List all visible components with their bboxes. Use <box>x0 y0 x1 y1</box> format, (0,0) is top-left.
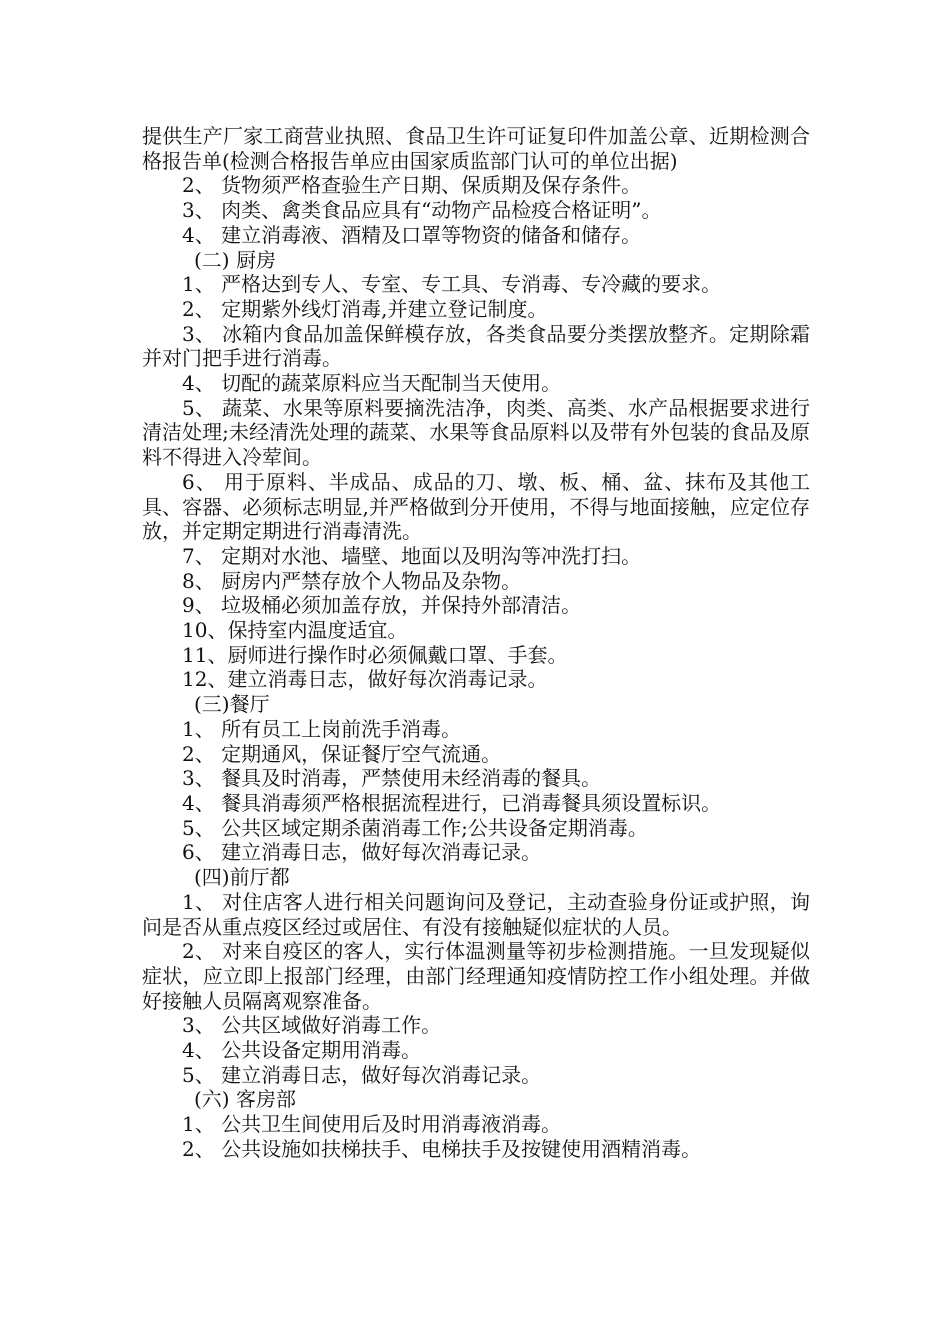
list-item: 2、 公共设施如扶梯扶手、电梯扶手及按键使用酒精消毒。 <box>182 1136 702 1161</box>
list-item: 3、 餐具及时消毒，严禁使用未经消毒的餐具。 <box>182 766 602 791</box>
section-heading-restaurant: (三)餐厅 <box>194 692 270 717</box>
list-item: 4、 切配的蔬菜原料应当天配制当天使用。 <box>182 371 562 396</box>
list-item: 2、 货物须严格查验生产日期、保质期及保存条件。 <box>182 173 642 198</box>
list-item: 3、 公共区域做好消毒工作。 <box>182 1013 442 1038</box>
list-item: 9、 垃圾桶必须加盖存放，并保持外部清洁。 <box>182 593 582 618</box>
section-heading-front-desk: (四)前厅都 <box>194 865 290 890</box>
list-item: 5、 公共区域定期杀菌消毒工作;公共设备定期消毒。 <box>182 815 648 840</box>
document-page <box>142 124 810 1162</box>
list-item: 12、建立消毒日志，做好每次消毒记录。 <box>182 667 548 692</box>
list-item: 2、 定期紫外线灯消毒,并建立登记制度。 <box>182 296 548 321</box>
list-item: 3、 肉类、禽类食品应具有“动物产品检疫合格证明”。 <box>182 198 662 223</box>
lead-paragraph: 提供生产厂家工商营业执照、食品卫生许可证复印件加盖公章、近期检测合格报告单(检测合格报告单应由国家质监部门认可的单位出据) <box>142 124 810 173</box>
list-item: 2、 对来自疫区的客人，实行体温测量等初步检测措施。一旦发现疑似症状，应立即上报部门经理，由部门经理通知疫情防控工作小组处理。并做好接触人员隔离观察准备。 <box>142 939 810 1013</box>
section-heading-kitchen: (二) 厨房 <box>194 247 276 272</box>
list-item: 5、 建立消毒日志，做好每次消毒记录。 <box>182 1062 542 1087</box>
section-heading-housekeeping: (六) 客房部 <box>194 1087 296 1112</box>
list-item: 4、 建立消毒液、酒精及口罩等物资的储备和储存。 <box>182 222 642 247</box>
list-item: 8、 厨房内严禁存放个人物品及杂物。 <box>182 568 522 593</box>
list-item: 1、 所有员工上岗前洗手消毒。 <box>182 716 462 741</box>
list-item: 1、 严格达到专人、专室、专工具、专消毒、专冷藏的要求。 <box>182 272 722 297</box>
list-item: 6、 用于原料、半成品、成品的刀、墩、板、桶、盆、抹布及其他工具、容器、必须标志明显,并严格做到分开使用，不得与地面接触，应定位存放，并定期定期进行消毒清洗。 <box>142 469 810 544</box>
list-item: 10、保持室内温度适宜。 <box>182 618 408 643</box>
list-item: 11、厨师进行操作时必须佩戴口罩、手套。 <box>182 642 568 667</box>
list-item: 2、 定期通风，保证餐厅空气流通。 <box>182 741 502 766</box>
list-item: 1、 公共卫生间使用后及时用消毒液消毒。 <box>182 1112 562 1137</box>
list-item: 3、 冰箱内食品加盖保鲜模存放，各类食品要分类摆放整齐。定期除霜并对门把手进行消毒。 <box>142 321 810 371</box>
list-item: 4、 公共设备定期用消毒。 <box>182 1038 422 1063</box>
list-item: 4、 餐具消毒须严格根据流程进行，已消毒餐具须设置标识。 <box>182 790 722 815</box>
list-item: 1、 对住店客人进行相关问题询问及登记，主动查验身份证或护照，询问是否从重点疫区经过或居住、有没有接触疑似症状的人员。 <box>142 889 810 939</box>
list-item: 7、 定期对水池、墙壁、地面以及明沟等冲洗打扫。 <box>182 543 642 568</box>
list-item: 6、 建立消毒日志，做好每次消毒记录。 <box>182 840 542 865</box>
list-item: 5、 蔬菜、水果等原料要摘洗洁净，肉类、高类、水产品根据要求进行清洁处理;未经清洗处理的蔬菜、水果等食品原料以及带有外包装的食品及原料不得进入冷荤间。 <box>142 395 810 470</box>
